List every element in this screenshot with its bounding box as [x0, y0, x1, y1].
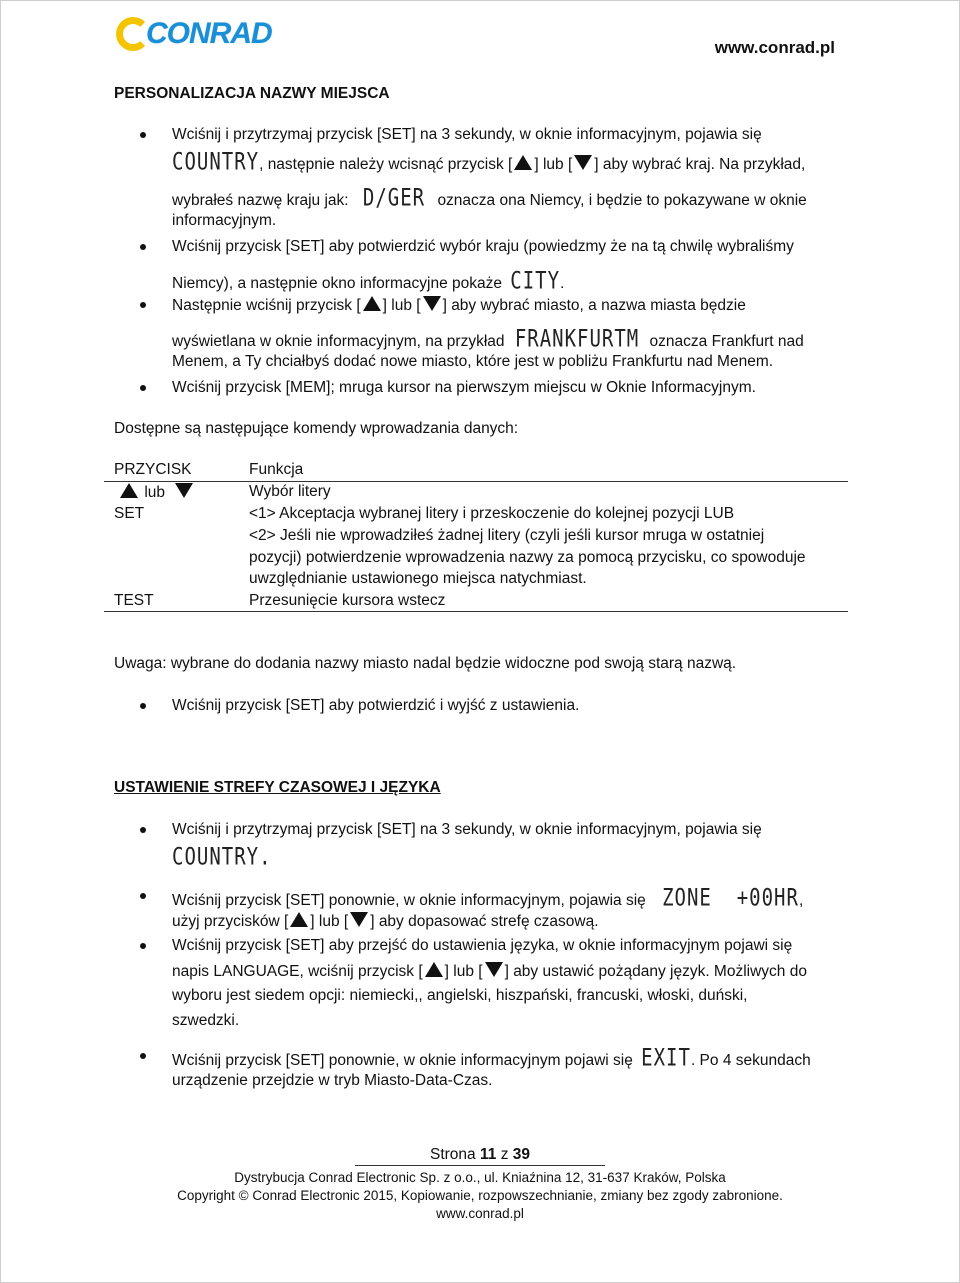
text: , — [798, 892, 804, 909]
lcd-frankfurtm: FRANKFURTM — [514, 325, 640, 353]
s1-b1-line3 — [172, 184, 807, 212]
s1-b2-line2 — [172, 267, 565, 295]
up-arrow-icon — [120, 483, 138, 498]
table-row2-func-line4: uwzględnianie ustawionego miejsca natychmiast. — [249, 570, 587, 587]
lcd-city: CITY — [510, 267, 561, 295]
footer-rule-wrap — [0, 1165, 960, 1166]
text: . — [560, 275, 565, 292]
down-arrow-icon — [574, 155, 592, 170]
footer-line3: www.conrad.pl — [436, 1206, 524, 1221]
table-header-button: PRZYCISK — [114, 461, 192, 478]
text: ] aby wybrać miasto, a nazwa miasta będzie — [442, 297, 746, 314]
lcd-dger: D/GER — [362, 184, 426, 212]
text: . Po 4 sekundach — [690, 1052, 811, 1069]
s1-b4-line1: Wciśnij przycisk [MEM]; mruga kursor na pierwszym miejscu w Oknie Informacyjnym. — [172, 379, 756, 396]
s2-b2-line1 — [172, 884, 804, 912]
commands-intro: Dostępne są następujące komendy wprowadzania danych: — [114, 420, 519, 437]
s1-b1-line4: informacyjnym. — [172, 212, 277, 229]
s2-b1-line1: Wciśnij i przytrzymaj przycisk [SET] na 3 sekundy, w oknie informacyjnym, pojawia się — [172, 821, 762, 838]
lcd-zone: ZONE +00HR — [662, 884, 799, 912]
down-arrow-icon — [175, 483, 193, 498]
s2-b4-line2: urządzenie przejdzie w tryb Miasto-Data-Czas. — [172, 1072, 493, 1089]
text: Wciśnij przycisk [SET] ponownie, w oknie informacyjnym, pojawia się — [172, 892, 646, 909]
bullet — [140, 385, 146, 391]
current-page: 11 — [479, 1146, 497, 1163]
s2-b3-line2 — [172, 962, 807, 981]
footer-line2: Copyright © Conrad Electronic 2015, Kopiowanie, rozpowszechnianie, zmiany bez zgody zabronione. — [177, 1188, 783, 1203]
table-row2-func-line2: <2> Jeśli nie wprowadziłeś żadnej litery (czyli jeśli kursor mruga w ostatniej — [249, 527, 765, 544]
bullet — [140, 943, 146, 949]
text: użyj przycisków [ — [172, 913, 289, 930]
s1-b2-line1: Wciśnij przycisk [SET] aby potwierdzić wybór kraju (powiedzmy że na tą chwilę wybraliśmy — [172, 238, 794, 255]
up-arrow-icon — [290, 912, 308, 927]
section1-title: PERSONALIZACJA NAZWY MIEJSCA — [114, 85, 390, 102]
table-row1-func: Wybór litery — [249, 483, 331, 500]
text: oznacza Frankfurt nad — [649, 333, 804, 350]
s2-b1-line2 — [172, 843, 272, 871]
s2-b3-line4: szwedzki. — [172, 1012, 240, 1029]
text: Strona — [430, 1146, 476, 1163]
bullet — [140, 244, 146, 250]
lcd-country: COUNTRY. — [172, 843, 272, 871]
footer-rule — [355, 1165, 605, 1166]
table-row3-func: Przesunięcie kursora wstecz — [249, 592, 446, 609]
text: Następnie wciśnij przycisk [ — [172, 297, 361, 314]
down-arrow-icon — [350, 912, 368, 927]
s1-b3-line2 — [172, 325, 804, 353]
up-arrow-icon — [514, 155, 532, 170]
up-arrow-icon — [363, 296, 381, 311]
s2-b4-line1 — [172, 1044, 811, 1072]
page-number — [0, 1146, 960, 1164]
up-arrow-icon — [425, 962, 443, 977]
bullet — [140, 132, 146, 138]
bullet — [140, 703, 146, 709]
text: wyświetlana w oknie informacyjnym, na przykład — [172, 333, 505, 350]
text: ] lub [ — [534, 156, 573, 173]
table-row2-key: SET — [114, 505, 145, 522]
text: Niemcy), a następnie okno informacyjne pokaże — [172, 275, 502, 292]
text: lub — [144, 484, 165, 501]
s1-b5-line1: Wciśnij przycisk [SET] aby potwierdzić i wyjść z ustawienia. — [172, 697, 580, 714]
text: ] aby wybrać kraj. Na przykład, — [594, 156, 806, 173]
table-row2-func-line1: <1> Akceptacja wybranej litery i przeskoczenie do kolejnej pozycji LUB — [249, 505, 735, 522]
text: ] lub [ — [444, 963, 483, 980]
table-header-function: Funkcja — [249, 461, 304, 478]
lcd-country: COUNTRY — [172, 148, 260, 176]
table-row3-key: TEST — [114, 592, 154, 609]
s1-b1-line1: Wciśnij i przytrzymaj przycisk [SET] na 3 sekundy, w oknie informacyjnym, pojawia się — [172, 126, 762, 143]
text: ] lub [ — [310, 913, 349, 930]
down-arrow-icon — [423, 296, 441, 311]
text: , następnie należy wcisnąć przycisk [ — [259, 156, 513, 173]
footer-line1: Dystrybucja Conrad Electronic Sp. z o.o., ul. Kniaźnina 12, 31-637 Kraków, Polska — [234, 1170, 726, 1185]
s2-b3-line3: wyboru jest siedem opcji: niemiecki,, angielski, hiszpański, francuski, włoski, duński, — [172, 987, 748, 1004]
total-pages: 39 — [512, 1146, 530, 1163]
bullet — [140, 827, 146, 833]
down-arrow-icon — [485, 962, 503, 977]
bullet — [140, 893, 146, 899]
table-header-rule — [104, 481, 848, 482]
bullet — [140, 302, 146, 308]
table-row2-func-line3: pozycji) potwierdzenie wprowadzenia nazwy za pomocą przycisku, co spowoduje — [249, 549, 806, 566]
section2-title: USTAWIENIE STREFY CZASOWEJ I JĘZYKA — [114, 779, 441, 796]
table-bottom-rule — [104, 611, 848, 612]
text: Wciśnij przycisk [SET] ponownie, w oknie informacyjnym pojawi się — [172, 1052, 633, 1069]
logo-text: CONRAD — [146, 17, 272, 50]
text: oznacza ona Niemcy, i będzie to pokazywane w oknie — [437, 192, 807, 209]
logo-mark — [116, 17, 150, 51]
text: napis LANGUAGE, wciśnij przycisk [ — [172, 963, 423, 980]
header-site-url: www.conrad.pl — [714, 38, 835, 57]
table-row1-key — [118, 483, 195, 502]
text: ] aby dopasować strefę czasową. — [370, 913, 599, 930]
s1-b3-line3: Menem, a Ty chciałbyś dodać nowe miasto, które jest w pobliżu Frankfurtu nad Menem. — [172, 353, 774, 370]
text: z — [500, 1146, 509, 1163]
conrad-logo — [116, 17, 272, 51]
bullet — [140, 1053, 146, 1059]
s1-b3-line1 — [172, 296, 746, 315]
s2-b3-line1: Wciśnij przycisk [SET] aby przejść do ustawienia języka, w oknie informacyjnym pojawi się — [172, 937, 793, 954]
s2-b2-line2 — [172, 912, 599, 931]
lcd-exit: EXIT — [641, 1044, 691, 1072]
text: ] lub [ — [382, 297, 421, 314]
s1-b1-line2 — [172, 148, 806, 176]
note: Uwaga: wybrane do dodania nazwy miasto nadal będzie widoczne pod swoją starą nazwą. — [114, 655, 737, 672]
text: ] aby ustawić pożądany język. Możliwych do — [504, 963, 807, 980]
text: wybrałeś nazwę kraju jak: — [172, 192, 349, 209]
